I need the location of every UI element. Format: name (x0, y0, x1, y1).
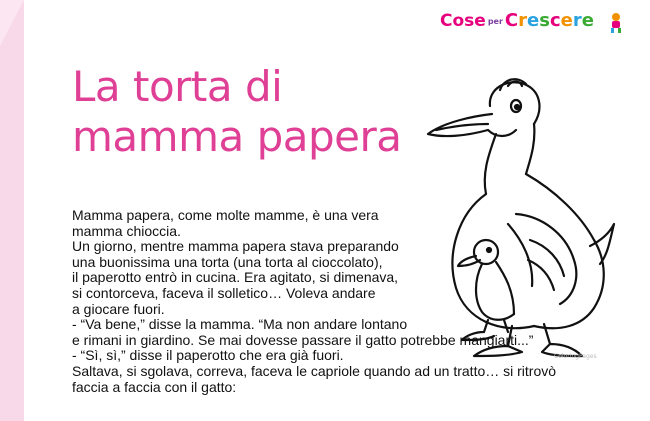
story-line: - “Sì, sì,” disse il paperotto che era già fuori. (72, 347, 344, 364)
story-line: e rimani in giardino. Se mai dovesse passare il gatto potrebbe mangiarti...” (72, 331, 534, 348)
band-corner-shape (0, 0, 24, 46)
title-line-1: La torta di (72, 62, 283, 111)
title-line-2: mamma papera (72, 112, 402, 161)
story-line: faccia a faccia con il gatto: (72, 378, 237, 395)
page-title (72, 62, 401, 162)
story-line: una buonissima una torta (una torta al cioccolato), (72, 253, 383, 270)
story-line: Un giorno, mentre mamma papera stava preparando (72, 238, 399, 255)
story-text (72, 208, 612, 395)
story-line: si contorceva, faceva il solletico… Voleva andare (72, 284, 376, 301)
logo-kid-icon (608, 12, 624, 34)
cose-per-crescere-logo[interactable] (440, 10, 594, 40)
story-line: mamma chioccia. (72, 222, 181, 239)
story-line: il paperotto entrò in cucina. Era agitato, si dimenava, (72, 269, 399, 286)
logo-word-per: per (487, 17, 503, 26)
logo-word-crescere: Crescere (504, 10, 594, 31)
logo-word-cose: Cose (440, 11, 486, 31)
story-line: - “Va bene,” disse la mamma. “Ma non andare lontano (72, 316, 408, 333)
story-line: Saltava, si sgolava, correva, faceva le capriole quando ad un tratto… si ritrovò (72, 362, 557, 379)
left-decorative-band (0, 0, 24, 421)
illustration-watermark: ColoringPages (554, 353, 597, 360)
story-line: a giocare fuori. (72, 300, 165, 317)
story-line: Mamma papera, come molte mamme, è una vera (72, 207, 379, 223)
